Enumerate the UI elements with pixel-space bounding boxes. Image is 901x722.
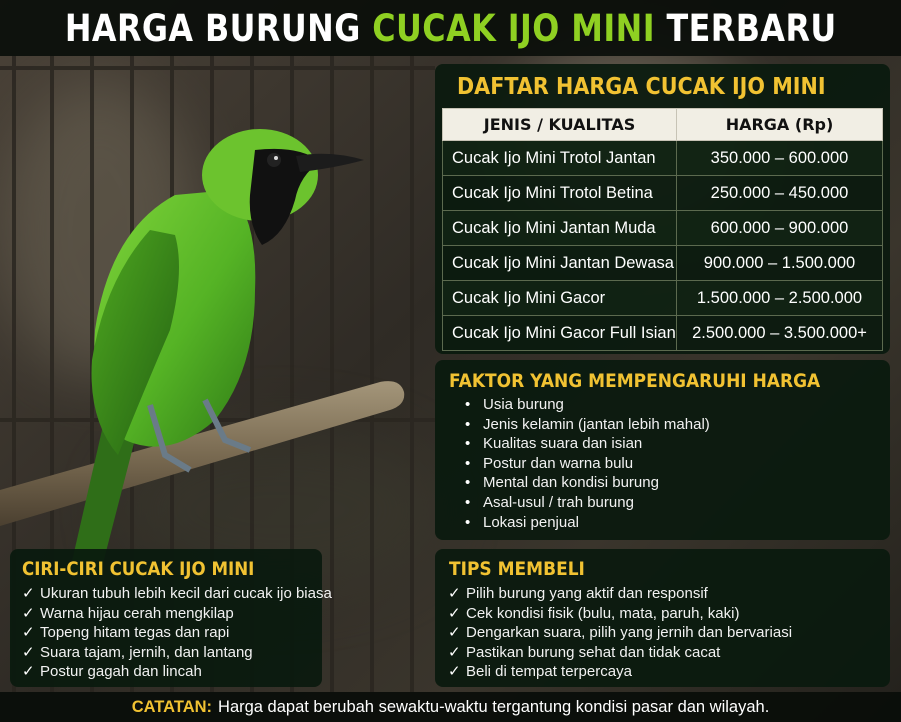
cell-harga: 250.000 – 450.000: [677, 176, 883, 211]
cell-jenis: Cucak Ijo Mini Jantan Dewasa: [443, 246, 677, 281]
price-table: [442, 108, 883, 351]
table-row: [443, 176, 883, 211]
cell-jenis: Cucak Ijo Mini Trotol Betina: [443, 176, 677, 211]
list-item: ✓ Ukuran tubuh lebih kecil dari cucak ijo biasa: [22, 585, 332, 602]
list-item: ✓ Pilih burung yang aktif dan responsif: [448, 585, 708, 602]
cell-harga: 600.000 – 900.000: [677, 211, 883, 246]
title-text: HARGA BURUNG: [64, 6, 373, 50]
price-panel-title: DAFTAR HARGA CUCAK IJO MINI: [457, 74, 826, 100]
check-icon: ✓: [22, 624, 35, 642]
ciri-panel: [10, 549, 332, 687]
tips-panel-title: TIPS MEMBELI: [449, 559, 585, 580]
cell-harga: 900.000 – 1.500.000: [677, 246, 883, 281]
check-icon: ✓: [448, 604, 461, 622]
bullet-icon: •: [465, 415, 471, 433]
table-row: [443, 246, 883, 281]
ciri-list: [22, 584, 332, 682]
bullet-icon: •: [465, 493, 471, 511]
check-icon: ✓: [448, 624, 461, 642]
faktor-list: [465, 395, 710, 532]
cell-harga: 2.500.000 – 3.500.000+: [677, 316, 883, 351]
check-icon: ✓: [22, 663, 35, 681]
table-row: [443, 211, 883, 246]
cell-jenis: Cucak Ijo Mini Trotol Jantan: [443, 141, 677, 176]
title-text: TERBARU: [654, 6, 837, 50]
list-item: ✓ Topeng hitam tegas dan rapi: [22, 624, 230, 642]
check-icon: ✓: [448, 663, 461, 681]
table-row: [443, 281, 883, 316]
list-item: • Lokasi penjual: [465, 513, 579, 531]
bullet-icon: •: [465, 513, 471, 531]
table-row: [443, 141, 883, 176]
list-item: • Asal-usul / trah burung: [465, 493, 634, 511]
faktor-panel-title: FAKTOR YANG MEMPENGARUHI HARGA: [449, 371, 821, 392]
footer-label: CATATAN:: [131, 697, 213, 716]
cell-harga: 1.500.000 – 2.500.000: [677, 281, 883, 316]
title-highlight: CUCAK IJO MINI: [372, 6, 655, 50]
cell-jenis: Cucak Ijo Mini Gacor: [443, 281, 677, 316]
list-item: • Mental dan kondisi burung: [465, 474, 659, 492]
check-icon: ✓: [22, 604, 35, 622]
list-item: ✓ Dengarkan suara, pilih yang jernih dan bervariasi: [448, 624, 793, 642]
cell-harga: 350.000 – 600.000: [677, 141, 883, 176]
list-item: ✓ Postur gagah dan lincah: [22, 663, 202, 681]
list-item: • Jenis kelamin (jantan lebih mahal): [465, 415, 710, 433]
cell-jenis: Cucak Ijo Mini Jantan Muda: [443, 211, 677, 246]
bullet-icon: •: [465, 435, 471, 453]
check-icon: ✓: [22, 585, 35, 602]
list-item: ✓ Cek kondisi fisik (bulu, mata, paruh, kaki): [448, 604, 740, 622]
price-panel: [435, 64, 890, 354]
check-icon: ✓: [448, 643, 461, 661]
check-icon: ✓: [22, 643, 35, 661]
tips-panel: [435, 549, 890, 687]
header-bar: [0, 0, 901, 56]
bullet-icon: •: [465, 454, 471, 472]
table-row: [443, 316, 883, 351]
cell-jenis: Cucak Ijo Mini Gacor Full Isian: [443, 316, 677, 351]
table-header-row: [443, 109, 883, 141]
list-item: • Usia burung: [465, 396, 564, 413]
list-item: ✓ Beli di tempat terpercaya: [448, 663, 632, 681]
column-header-jenis: JENIS / KUALITAS: [443, 109, 677, 141]
list-item: ✓ Warna hijau cerah mengkilap: [22, 604, 234, 622]
tips-list: [448, 584, 792, 682]
bullet-icon: •: [465, 474, 471, 492]
page-title: [65, 7, 837, 50]
bullet-icon: •: [465, 396, 471, 413]
check-icon: ✓: [448, 585, 461, 602]
list-item: ✓ Pastikan burung sehat dan tidak cacat: [448, 643, 721, 661]
list-item: ✓ Suara tajam, jernih, dan lantang: [22, 643, 253, 661]
list-item: • Kualitas suara dan isian: [465, 435, 643, 453]
faktor-panel: [435, 360, 890, 540]
column-header-harga: HARGA (Rp): [677, 109, 883, 141]
ciri-panel-title: CIRI-CIRI CUCAK IJO MINI: [22, 559, 255, 580]
footer-note: [0, 692, 901, 722]
bird-eye: [267, 153, 281, 167]
list-item: • Postur dan warna bulu: [465, 454, 634, 472]
footer-text: Harga dapat berubah sewaktu-waktu tergantung kondisi pasar dan wilayah.: [218, 697, 770, 716]
